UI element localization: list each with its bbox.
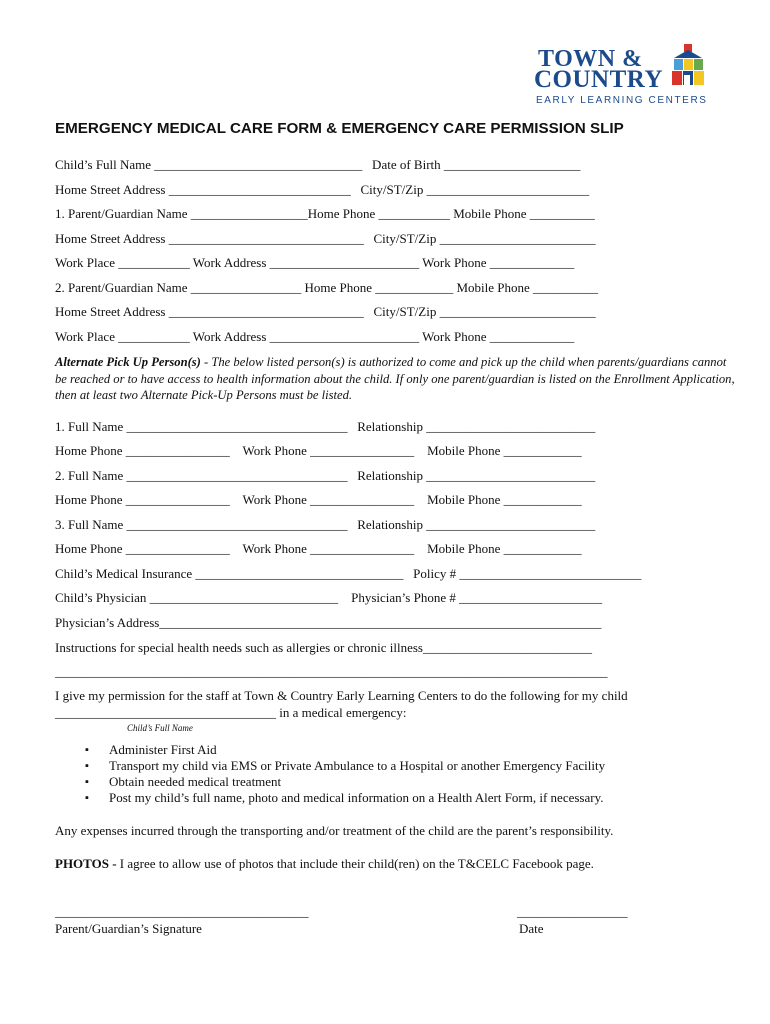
alt2-phone-line[interactable]: Home Phone ________________ Work Phone ________________ Mobile Phone ____________ [55, 492, 582, 507]
permission-text: I give my permission for the staff at Town & Country Early Learning Centers to do the following for my child [55, 688, 628, 703]
list-item: ▪ Obtain needed medical treatment [85, 774, 605, 790]
logo-line3: EARLY LEARNING CENTERS [536, 95, 708, 106]
physician-address-line[interactable]: Physician’s Address____________________________________________________________________ [55, 615, 602, 630]
date-label: Date [519, 921, 544, 936]
logo-line1: TOWN & [538, 46, 643, 72]
special-needs-continued-line[interactable]: _____________________________________________________________________________________ [55, 664, 608, 679]
town-country-logo [534, 44, 714, 108]
permission-child-line[interactable]: __________________________________ in a medical emergency: [55, 705, 407, 720]
logo-line2: COUNTRY [534, 66, 664, 93]
alternate-pickup-notice [55, 354, 735, 404]
special-needs-line[interactable]: Instructions for special health needs such as allergies or chronic illness__________________________ [55, 640, 592, 655]
building-blocks-icon [670, 44, 712, 94]
expenses-text: Any expenses incurred through the transporting and/or treatment of the child are the parent’s responsibility. [55, 823, 614, 838]
alternate-heading: Alternate Pick Up Person(s) [55, 355, 201, 369]
alt3-phone-line[interactable]: Home Phone ________________ Work Phone ________________ Mobile Phone ____________ [55, 541, 582, 556]
list-item: ▪ Transport my child via EMS or Private Ambulance to a Hospital or another Emergency Facility [85, 758, 605, 774]
parent1-address-line[interactable]: Home Street Address ______________________________ City/ST/Zip ________________________ [55, 231, 596, 246]
alt3-name-line[interactable]: 3. Full Name __________________________________ Relationship __________________________ [55, 517, 596, 532]
home-address-line[interactable]: Home Street Address ____________________________ City/ST/Zip _________________________ [55, 182, 590, 197]
photos-text: I agree to allow use of photos that include their child(ren) on the T&CELC Facebook page. [116, 856, 594, 871]
parent1-line[interactable]: 1. Parent/Guardian Name __________________Home Phone ___________ Mobile Phone __________ [55, 206, 595, 221]
alt1-phone-line[interactable]: Home Phone ________________ Work Phone ________________ Mobile Phone ____________ [55, 443, 582, 458]
list-item: ▪ Administer First Aid [85, 742, 605, 758]
signature-label: Parent/Guardian’s Signature [55, 921, 202, 936]
alt1-name-line[interactable]: 1. Full Name __________________________________ Relationship __________________________ [55, 419, 596, 434]
signature-line[interactable]: _______________________________________ [55, 904, 309, 919]
insurance-line[interactable]: Child’s Medical Insurance ________________________________ Policy # ____________________________ [55, 566, 642, 581]
physician-line[interactable]: Child’s Physician _____________________________ Physician’s Phone # ______________________ [55, 590, 603, 605]
parent2-line[interactable]: 2. Parent/Guardian Name _________________ Home Phone ____________ Mobile Phone __________ [55, 280, 599, 295]
child-name-line[interactable]: Child’s Full Name ________________________________ Date of Birth _____________________ [55, 157, 581, 172]
list-item: ▪ Post my child’s full name, photo and medical information on a Health Alert Form, if necessary. [85, 790, 605, 806]
form-title: EMERGENCY MEDICAL CARE FORM & EMERGENCY CARE PERMISSION SLIP [55, 120, 624, 137]
parent1-work-line[interactable]: Work Place ___________ Work Address _______________________ Work Phone _____________ [55, 255, 575, 270]
permission-list [85, 742, 605, 806]
parent2-address-line[interactable]: Home Street Address ______________________________ City/ST/Zip ________________________ [55, 304, 596, 319]
alternate-text: - The below listed person(s) is authorized to come and pick up the child when parents/guardians cannot be reached or to have access to health information about the child. If only one parent/guardian is listed on the Enrollment Application, then at least two Alternate Pick-Up Persons must be listed. [55, 355, 735, 402]
date-line[interactable]: _________________ [517, 904, 628, 919]
child-name-caption: Child’s Full Name [127, 723, 193, 733]
photos-consent [55, 856, 594, 872]
photos-label: PHOTOS - [55, 856, 117, 871]
alt2-name-line[interactable]: 2. Full Name __________________________________ Relationship __________________________ [55, 468, 596, 483]
parent2-work-line[interactable]: Work Place ___________ Work Address _______________________ Work Phone _____________ [55, 329, 575, 344]
